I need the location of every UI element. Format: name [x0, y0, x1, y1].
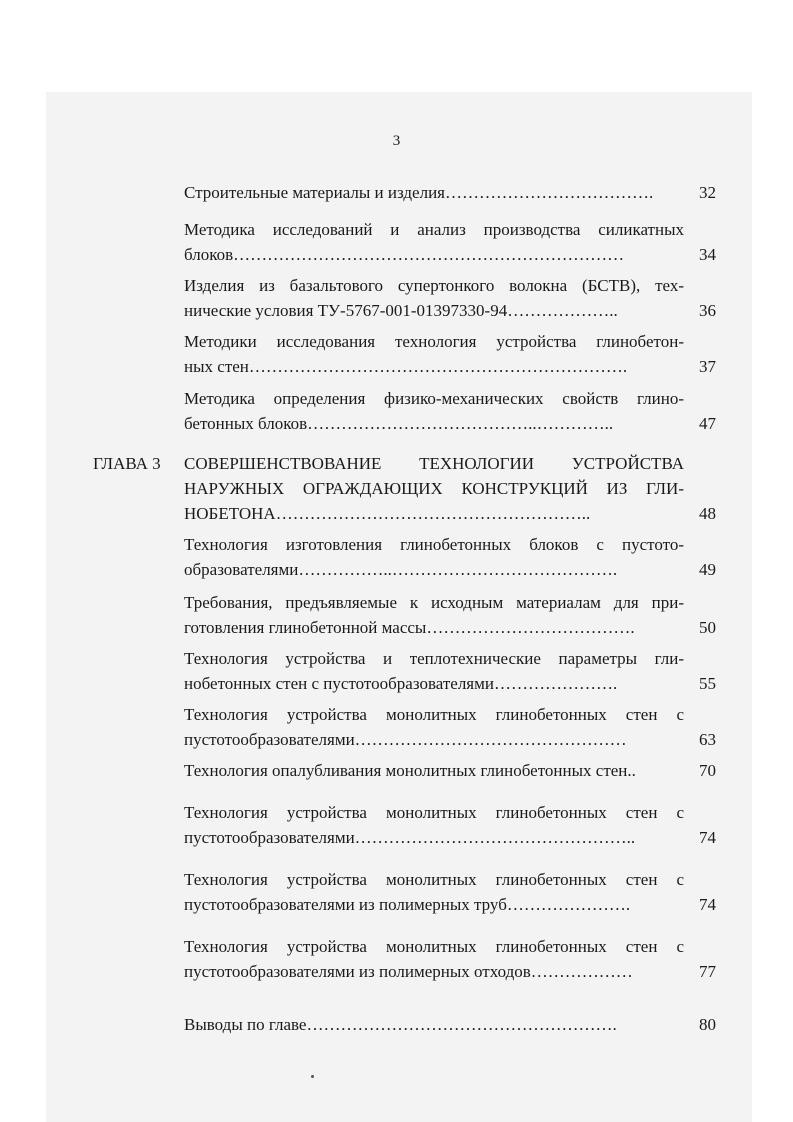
toc-entry-title-line: Технология устройства монолитных глинобетонных стен с: [184, 937, 684, 956]
toc-entry-title-line: Изделия из базальтового супертонкого волокна (БСТВ), тех-: [184, 276, 684, 295]
toc-entry-title-line: блоков……………………………………………………………: [184, 245, 625, 264]
toc-entry-page: 74: [699, 828, 716, 847]
toc-entry-title-line: пустотообразователями из полимерных отходов………………: [184, 962, 633, 981]
toc-entry-title-line: Технология устройства и теплотехнические параметры гли-: [184, 649, 684, 668]
toc-entry-title-line: НОБЕТОНА………………………………………………..: [184, 504, 591, 523]
toc-entry-title-line: ных стен………………………………………………………….: [184, 357, 628, 376]
toc-entry-page: 63: [699, 730, 716, 749]
toc-entry-title-line: Выводы по главе……………………………………………….: [184, 1015, 617, 1034]
toc-entry-page: 70: [699, 761, 716, 780]
toc-entry-page: 74: [699, 895, 716, 914]
toc-entry-title-line: НАРУЖНЫХ ОГРАЖДАЮЩИХ КОНСТРУКЦИЙ ИЗ ГЛИ-: [184, 479, 684, 498]
toc-entry-title-line: Технология изготовления глинобетонных блоков с пустото-: [184, 535, 684, 554]
toc-entry-title: [184, 758, 684, 783]
toc-entry-title: [184, 386, 684, 436]
page-number: 3: [392, 133, 401, 149]
toc-entry-title: [184, 273, 684, 323]
toc-entry-page: 50: [699, 618, 716, 637]
toc-entry-title-line: Требования, предъявляемые к исходным материалам для при-: [184, 593, 684, 612]
toc-entry-page: 32: [699, 183, 716, 202]
toc-entry-page: 36: [699, 301, 716, 320]
toc-entry-title-line: Технология устройства монолитных глинобетонных стен с: [184, 803, 684, 822]
toc-entry-title: [184, 800, 684, 850]
toc-entry-title: [184, 217, 684, 267]
toc-entry-title-line: образователями……………..………………………………….: [184, 560, 618, 579]
toc-entry-page: 77: [699, 962, 716, 981]
toc-entry-title: [184, 646, 684, 696]
toc-entry-page: 48: [699, 504, 716, 523]
toc-entry-title: [184, 180, 684, 205]
scan-speck: [311, 1075, 314, 1078]
toc-entry-title-line: пустотообразователями из полимерных труб………………….: [184, 895, 631, 914]
toc-entry-title-line: СОВЕРШЕНСТВОВАНИЕ ТЕХНОЛОГИИ УСТРОЙСТВА: [184, 454, 684, 473]
toc-entry-title-line: нобетонных стен с пустотообразователями………………….: [184, 674, 618, 693]
toc-entry-title: [184, 451, 684, 526]
toc-entry-title-line: пустотообразователями…………………………………………: [184, 730, 627, 749]
toc-entry-title: [184, 867, 684, 917]
toc-entry-title-line: Методика определения физико-механических свойств глино-: [184, 389, 684, 408]
toc-entry-page: 49: [699, 560, 716, 579]
toc-entry-title-line: бетонных блоков…………………………………..…………..: [184, 414, 614, 433]
toc-entry-title-line: нические условия ТУ-5767-001-01397330-94………………..: [184, 301, 618, 320]
toc-entry-title-line: Технология опалубливания монолитных глинобетонных стен..: [184, 761, 636, 780]
toc-chapter-label: ГЛАВА 3: [93, 454, 161, 473]
toc-entry-page: 37: [699, 357, 716, 376]
toc-entry-title-line: пустотообразователями…………………………………………..: [184, 828, 636, 847]
toc-entry-page: 47: [699, 414, 716, 433]
toc-entry-title-line: Методика исследований и анализ производства силикатных: [184, 220, 684, 239]
toc-entry-title-line: Технология устройства монолитных глинобетонных стен с: [184, 870, 684, 889]
toc-entry-title: [184, 1012, 684, 1037]
toc-entry-page: 34: [699, 245, 716, 264]
toc-entry-title: [184, 934, 684, 984]
toc-entry-title-line: Строительные материалы и изделия……………………………….: [184, 183, 654, 202]
toc-entry-title: [184, 590, 684, 640]
toc-entry-title: [184, 532, 684, 582]
toc-entry-title-line: Методики исследования технология устройства глинобетон-: [184, 332, 684, 351]
toc-entry-page: 55: [699, 674, 716, 693]
toc-entry-title-line: готовления глинобетонной массы……………………………….: [184, 618, 635, 637]
toc-entry-title-line: Технология устройства монолитных глинобетонных стен с: [184, 705, 684, 724]
toc-entry-title: [184, 702, 684, 752]
toc-entry-page: 80: [699, 1015, 716, 1034]
toc-entry-title: [184, 329, 684, 379]
